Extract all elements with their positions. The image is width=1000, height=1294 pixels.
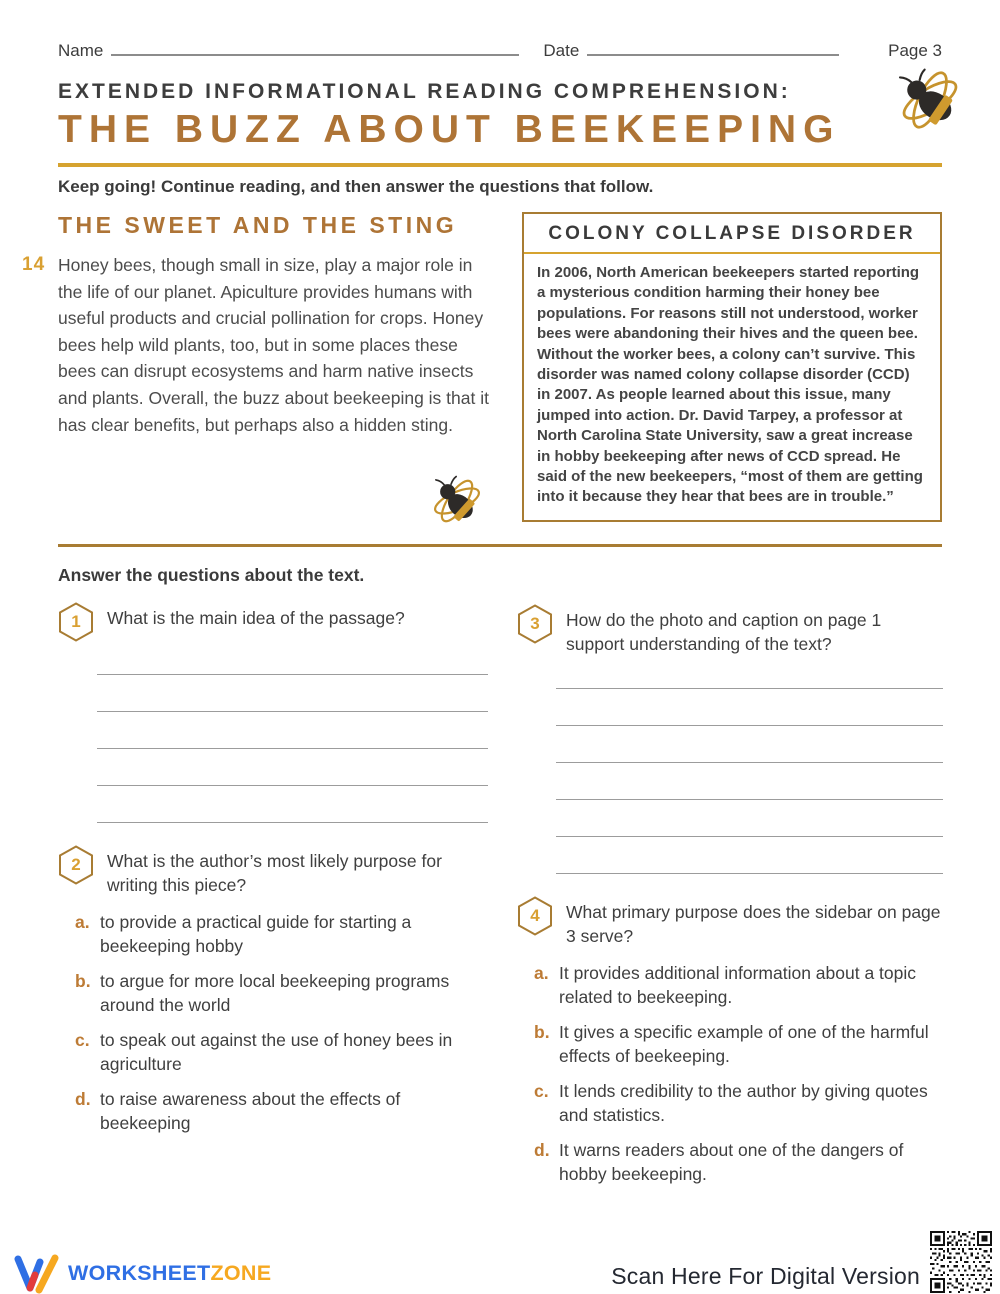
page-number: Page 3 [888, 41, 942, 60]
answer-line[interactable] [97, 749, 488, 786]
answer-line[interactable] [556, 652, 943, 689]
bee-icon [889, 61, 972, 139]
questions-right-column [517, 604, 943, 1186]
brand-logo [14, 1252, 271, 1294]
questions-header: Answer the questions about the text. [58, 565, 365, 585]
answer-line[interactable] [556, 763, 943, 800]
option-text: It gives a specific example of one of the harmful effects of beekeeping. [559, 1022, 929, 1066]
question-text: What is the main idea of the passage? [107, 608, 405, 628]
option-text: to raise awareness about the effects of beekeeping [100, 1089, 401, 1133]
answer-line[interactable] [556, 800, 943, 837]
option-letter: a. [75, 912, 90, 932]
date-input-line[interactable] [587, 40, 839, 56]
option-row [534, 1080, 943, 1127]
worksheet-title: THE BUZZ ABOUT BEEKEEPING [58, 108, 841, 151]
name-label: Name [58, 41, 104, 60]
answer-lines [97, 638, 488, 823]
option-text: to argue for more local beekeeping programs around the world [100, 971, 450, 1015]
option-letter: c. [75, 1030, 90, 1050]
option-letter: b. [534, 1022, 550, 1042]
question-number: 3 [530, 614, 540, 633]
question-number: 4 [530, 906, 540, 925]
option-text: to speak out against the use of honey bees in agriculture [100, 1030, 453, 1074]
header-row [58, 40, 942, 61]
question-text: How do the photo and caption on page 1 support understanding of the text? [566, 610, 882, 654]
option-row [75, 911, 488, 958]
answer-line[interactable] [97, 675, 488, 712]
answer-line[interactable] [97, 786, 488, 823]
question-number-badge [58, 602, 94, 642]
answer-line[interactable] [97, 638, 488, 675]
sidebar-body: In 2006, North American beekeepers started reporting a mysterious condition harming their honey bee populations. For reasons still not understood, worker bees were abandoning their hives and the queen bee. Without the worker bees, a colony can’t survive. This disorder was named colony collapse disorder (CCD) in 2007. As people learned about this issue, many jumped into action. Dr. David Tarpey, a professor at North Carolina State University, saw a great increase in hobby beekeeping after news of CCD spread. He said of the new beekeepers, “most of them are getting into it because they hear that bees are in trouble.” [537, 264, 923, 506]
date-label: Date [543, 41, 580, 60]
bee-icon [428, 474, 486, 528]
paragraph-text: Honey bees, though small in size, play a major role in the life of our planet. Apiculture provides humans with useful products and crucial pollination for crops. Honey bees help wild plants, too, but in some places these bees can disrupt ecosystems and harm native insects and plants. Overall, the buzz about beekeeping is that it has clear benefits, but perhaps also a hidden sting. [58, 255, 489, 435]
question-4 [517, 896, 943, 1186]
questions-left-column [58, 602, 488, 1135]
option-text: It lends credibility to the author by giving quotes and statistics. [559, 1081, 928, 1125]
question-number: 1 [71, 612, 81, 631]
colony-collapse-sidebar [522, 212, 942, 522]
option-letter: b. [75, 971, 91, 991]
option-row [534, 962, 943, 1009]
sidebar-title: COLONY COLLAPSE DISORDER [548, 223, 916, 244]
question-number: 2 [71, 855, 81, 874]
option-row [534, 1021, 943, 1068]
answer-options [534, 962, 943, 1186]
option-row [534, 1139, 943, 1186]
option-letter: d. [534, 1140, 550, 1160]
article-heading: THE SWEET AND THE STING [58, 212, 458, 238]
question-1 [58, 602, 488, 823]
option-letter: d. [75, 1089, 91, 1109]
option-letter: c. [534, 1081, 549, 1101]
worksheetzone-logo-icon [14, 1252, 60, 1294]
option-letter: a. [534, 963, 549, 983]
intro-text: Keep going! Continue reading, and then answer the questions that follow. [58, 177, 654, 196]
option-row [75, 970, 488, 1017]
title-underline [58, 163, 942, 167]
option-row [75, 1088, 488, 1135]
answer-lines [556, 652, 943, 874]
qr-code-icon [930, 1231, 992, 1293]
question-number-badge [58, 845, 94, 885]
question-number-badge [517, 896, 553, 936]
section-divider [58, 544, 942, 547]
answer-line[interactable] [556, 837, 943, 874]
worksheet-subtitle: EXTENDED INFORMATIONAL READING COMPREHENSION: [58, 80, 791, 103]
scan-here-label: Scan Here For Digital Version [611, 1263, 920, 1289]
brand-name-worksheet: WORKSHEET [68, 1260, 211, 1285]
question-3 [517, 604, 943, 874]
answer-line[interactable] [556, 689, 943, 726]
name-input-line[interactable] [111, 40, 519, 56]
paragraph-number: 14 [22, 254, 46, 275]
question-number-badge [517, 604, 553, 644]
answer-options [75, 911, 488, 1135]
answer-line[interactable] [556, 726, 943, 763]
answer-line[interactable] [97, 712, 488, 749]
question-text: What primary purpose does the sidebar on page 3 serve? [566, 902, 941, 946]
option-row [75, 1029, 488, 1076]
question-text: What is the author’s most likely purpose for writing this piece? [107, 851, 442, 895]
brand-name-zone: ZONE [210, 1260, 272, 1285]
option-text: It provides additional information about a topic related to beekeeping. [559, 963, 917, 1007]
option-text: It warns readers about one of the dangers of hobby beekeeping. [559, 1140, 904, 1184]
question-2 [58, 845, 488, 1135]
option-text: to provide a practical guide for starting a beekeeping hobby [100, 912, 412, 956]
